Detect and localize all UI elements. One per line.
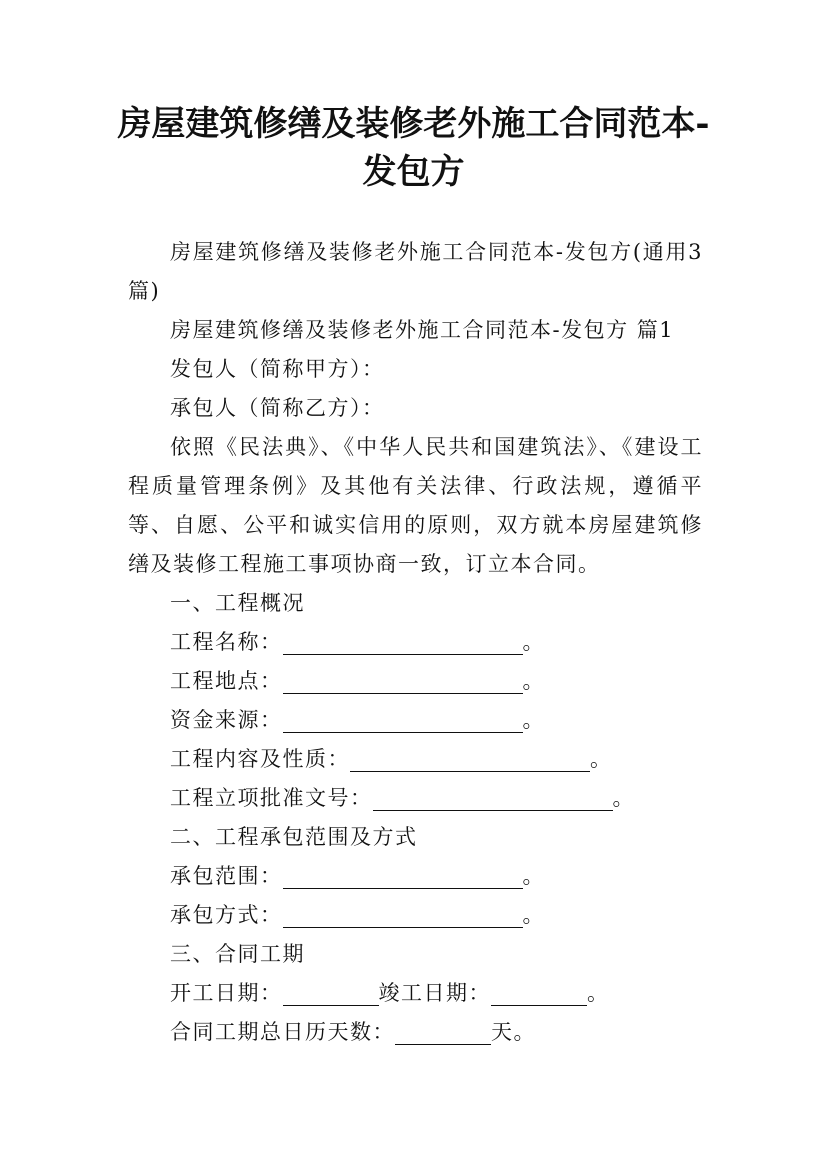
contract-method-blank <box>283 901 523 928</box>
period-mark: 。 <box>587 981 610 1005</box>
funding-source-label: 资金来源： <box>170 708 283 732</box>
section-heading: 房屋建筑修缮及装修老外施工合同范本-发包方 篇1 <box>170 318 675 342</box>
project-site-label: 工程地点： <box>170 669 283 693</box>
approval-doc-label: 工程立项批准文号： <box>170 786 373 810</box>
party-b-line: 承包人（简称乙方）： <box>170 396 385 420</box>
period-mark: 。 <box>522 669 545 693</box>
preamble-paragraph: 依照《民法典》、《中华人民共和国建筑法》、《建设工程质量管理条例》及其他有关法律、行政法规，遵循平等、自愿、公平和诚实信用的原则，双方就本房屋建筑修缮及装修工程施工事项协商一致，订立本合同。 <box>128 435 703 576</box>
contract-method-line <box>128 896 703 935</box>
period-mark: 。 <box>522 630 545 654</box>
project-name-blank <box>283 628 523 655</box>
project-site-line <box>128 662 703 701</box>
completion-date-blank <box>491 979 587 1006</box>
project-content-label: 工程内容及性质： <box>170 747 350 771</box>
total-days-blank <box>395 1018 491 1045</box>
project-site-blank <box>283 667 523 694</box>
contract-method-label: 承包方式： <box>170 903 283 927</box>
funding-source-blank <box>283 706 523 733</box>
document-body <box>128 233 703 1052</box>
start-date-blank <box>283 979 379 1006</box>
period-mark: 。 <box>522 708 545 732</box>
contract-scope-label: 承包范围： <box>170 864 283 888</box>
party-a-line: 发包人（简称甲方）： <box>170 357 385 381</box>
approval-doc-blank <box>373 784 613 811</box>
approval-doc-line <box>128 779 703 818</box>
funding-source-line <box>128 701 703 740</box>
total-days-line <box>128 1013 703 1052</box>
period-mark: 。 <box>522 903 545 927</box>
period-mark: 。 <box>590 747 613 771</box>
section-3-title: 三、合同工期 <box>170 942 305 966</box>
project-content-blank <box>350 745 590 772</box>
project-name-line <box>128 623 703 662</box>
document-title: 房屋建筑修缮及装修老外施工合同范本-发包方 <box>117 104 710 192</box>
subtitle-line: 房屋建筑修缮及装修老外施工合同范本-发包方(通用3篇) <box>128 240 703 303</box>
section-2-title: 二、工程承包范围及方式 <box>170 825 418 849</box>
dates-line <box>128 974 703 1013</box>
project-content-line <box>128 740 703 779</box>
start-date-label: 开工日期： <box>170 981 283 1005</box>
period-mark: 。 <box>522 864 545 888</box>
contract-scope-line <box>128 857 703 896</box>
total-days-label: 合同工期总日历天数： <box>170 1020 395 1044</box>
project-name-label: 工程名称： <box>170 630 283 654</box>
period-mark: 。 <box>612 786 635 810</box>
contract-scope-blank <box>283 862 523 889</box>
days-unit: 天。 <box>491 1020 536 1044</box>
section-1-title: 一、工程概况 <box>170 591 305 615</box>
completion-date-label: 竣工日期： <box>378 981 491 1005</box>
